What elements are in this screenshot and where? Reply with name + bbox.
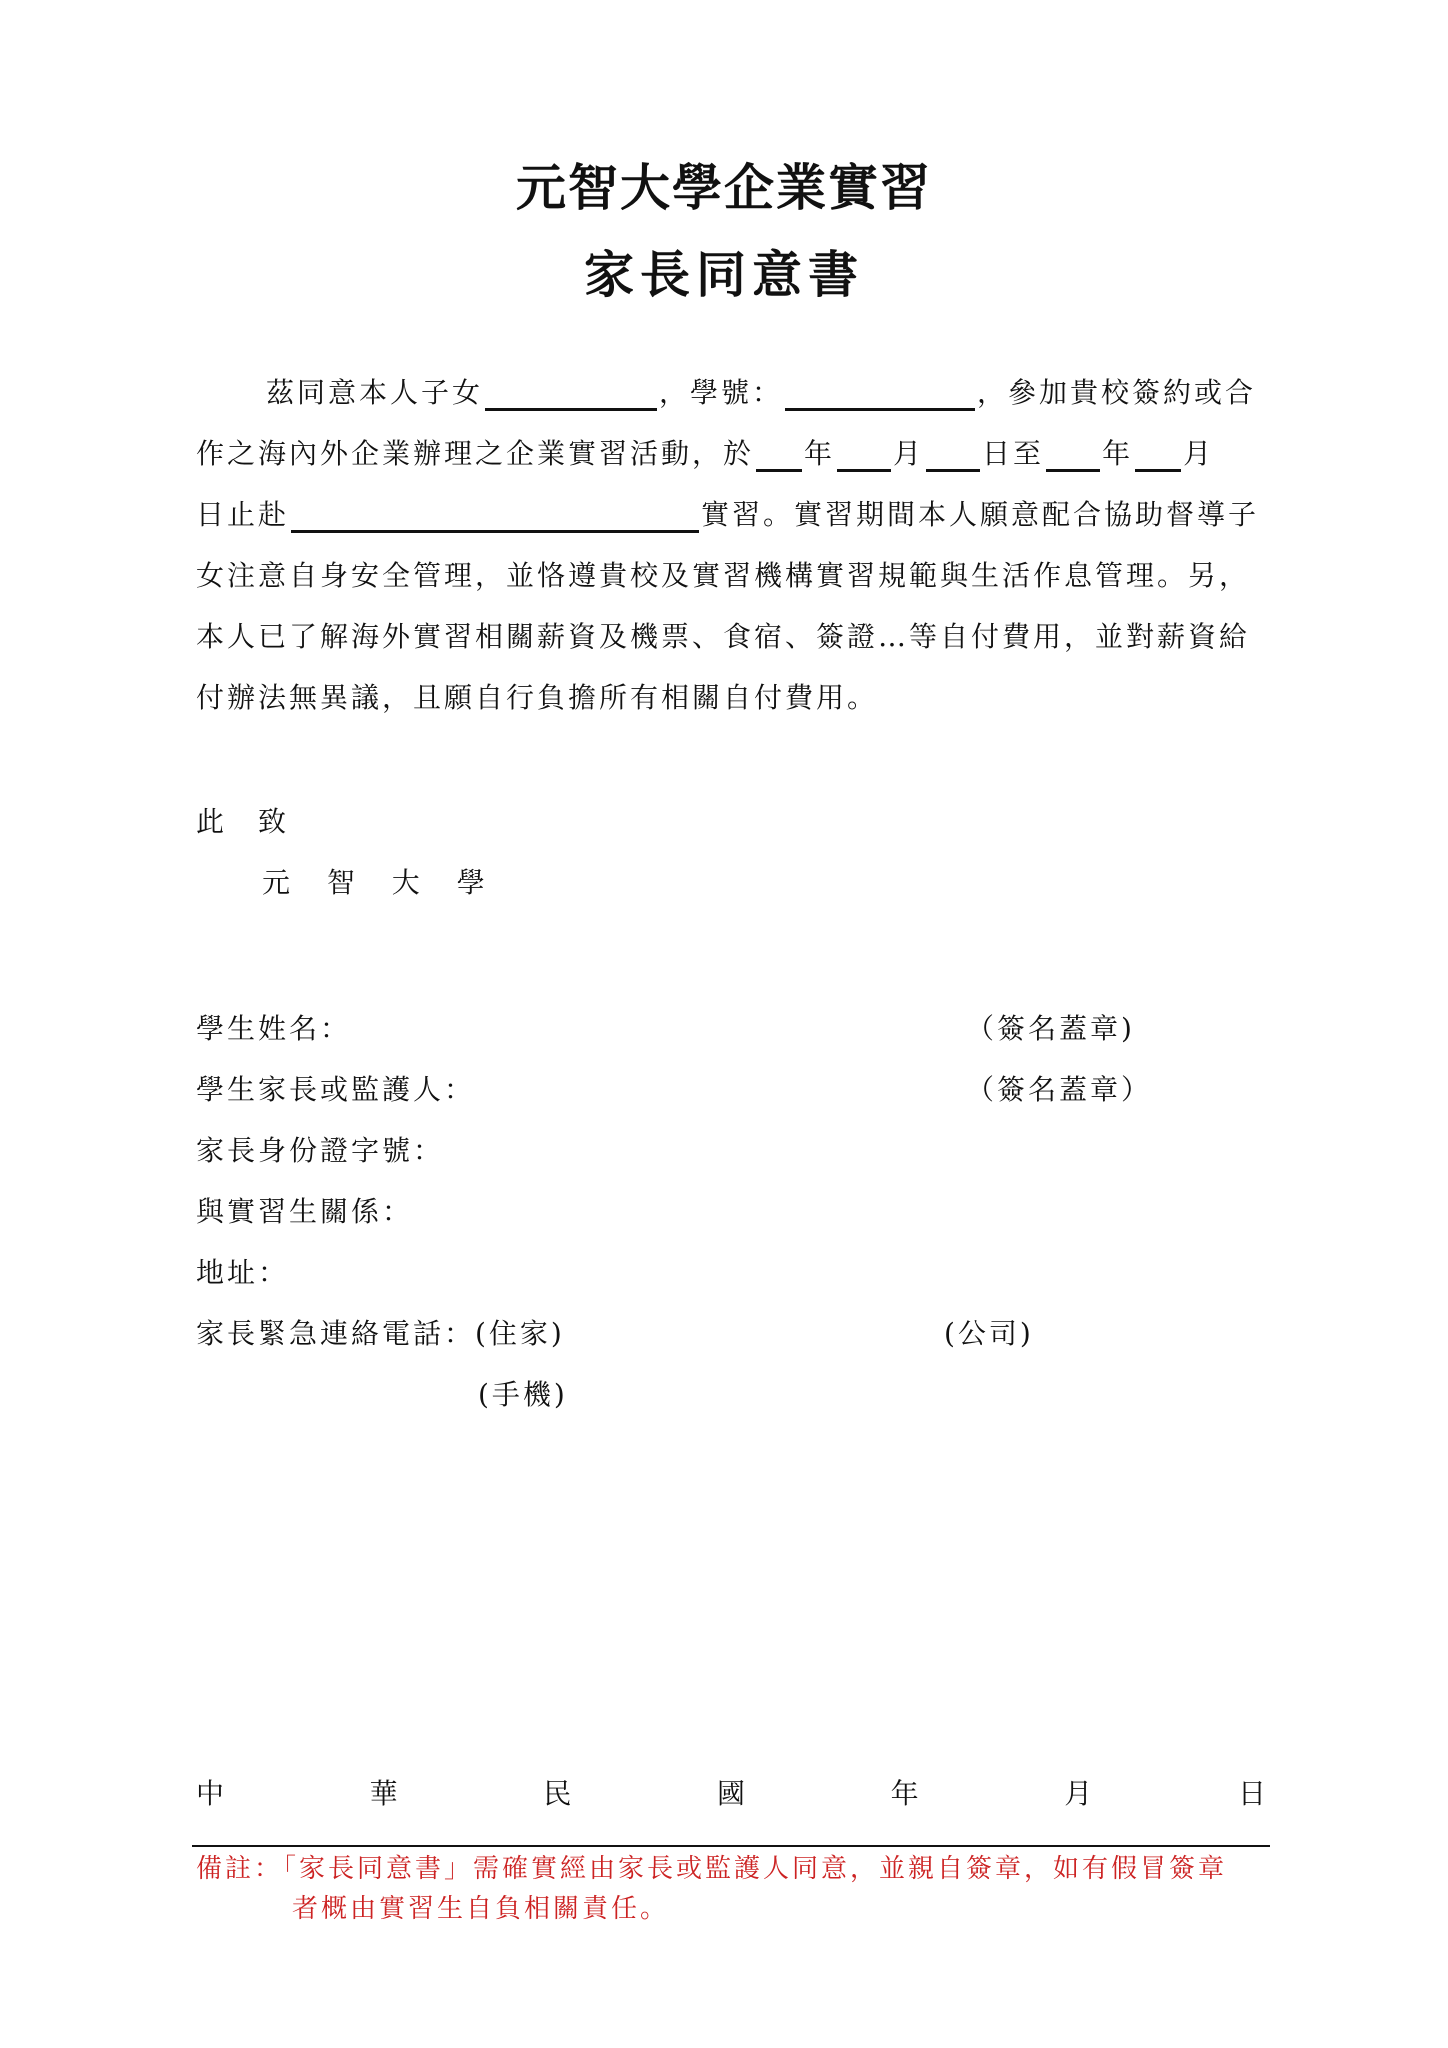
start-day-blank[interactable] [926, 439, 980, 472]
phone-home-label: 家長緊急連絡電話：(住家) [196, 1317, 565, 1350]
form-subtitle: 家長同意書 [584, 245, 864, 304]
date-char: 國 [716, 1777, 745, 1810]
date-char: 民 [543, 1777, 572, 1810]
guardian-signature-label: （簽名蓋章） [966, 1073, 1153, 1106]
end-month-blank[interactable] [1135, 439, 1181, 472]
start-year-blank[interactable] [756, 439, 802, 472]
internship-place-blank[interactable] [291, 500, 699, 533]
end-year-blank[interactable] [1046, 439, 1100, 472]
consent-line-1: 茲同意本人子女 ，學號： ，參加貴校簽約或合 [266, 376, 1257, 409]
date-char: 華 [369, 1777, 398, 1810]
phone-mobile-label: (手機) [478, 1378, 568, 1411]
student-name-label: 學生姓名： [196, 1012, 352, 1045]
address-label: 地址： [196, 1256, 290, 1289]
phone-office-label: (公司) [944, 1317, 1034, 1350]
child-name-blank[interactable] [485, 378, 657, 411]
consent-line-3: 日止赴 實習。實習期間本人願意配合協助督導子 [196, 498, 1260, 531]
consent-line-5: 本人已了解海外實習相關薪資及機票、食宿、簽證…等自付費用，並對薪資給 [196, 620, 1251, 653]
consent-line-4: 女注意自身安全管理，並恪遵貴校及實習機構實習規範與生活作息管理。另， [196, 559, 1251, 592]
divider [192, 1845, 1270, 1847]
note-line-1: 備註：「家長同意書」需確實經由家長或監護人同意，並親自簽章，如有假冒簽章 [196, 1854, 1228, 1884]
start-month-blank[interactable] [837, 439, 891, 472]
guardian-label: 學生家長或監護人： [196, 1073, 476, 1106]
date-char: 年 [890, 1777, 919, 1810]
student-signature-label: （簽名蓋章) [966, 1012, 1135, 1045]
form-title: 元智大學企業實習 [516, 158, 932, 217]
recipient: 元 智 大 學 [262, 866, 499, 899]
date-row [196, 1772, 1266, 1814]
consent-line-2: 作之海內外企業辦理之企業實習活動，於 年 月 日至 年 月 [196, 437, 1215, 470]
id-number-label: 家長身份證字號： [196, 1134, 445, 1167]
relationship-label: 與實習生關係： [196, 1195, 414, 1228]
date-char: 中 [196, 1777, 225, 1810]
student-id-blank[interactable] [785, 378, 975, 411]
date-char: 月 [1064, 1777, 1093, 1810]
note-line-2: 者概由實習生自負相關責任。 [292, 1894, 670, 1924]
consent-line-6: 付辦法無異議，且願自行負擔所有相關自付費用。 [196, 681, 879, 714]
salutation: 此 致 [196, 805, 290, 838]
date-char: 日 [1237, 1777, 1266, 1810]
